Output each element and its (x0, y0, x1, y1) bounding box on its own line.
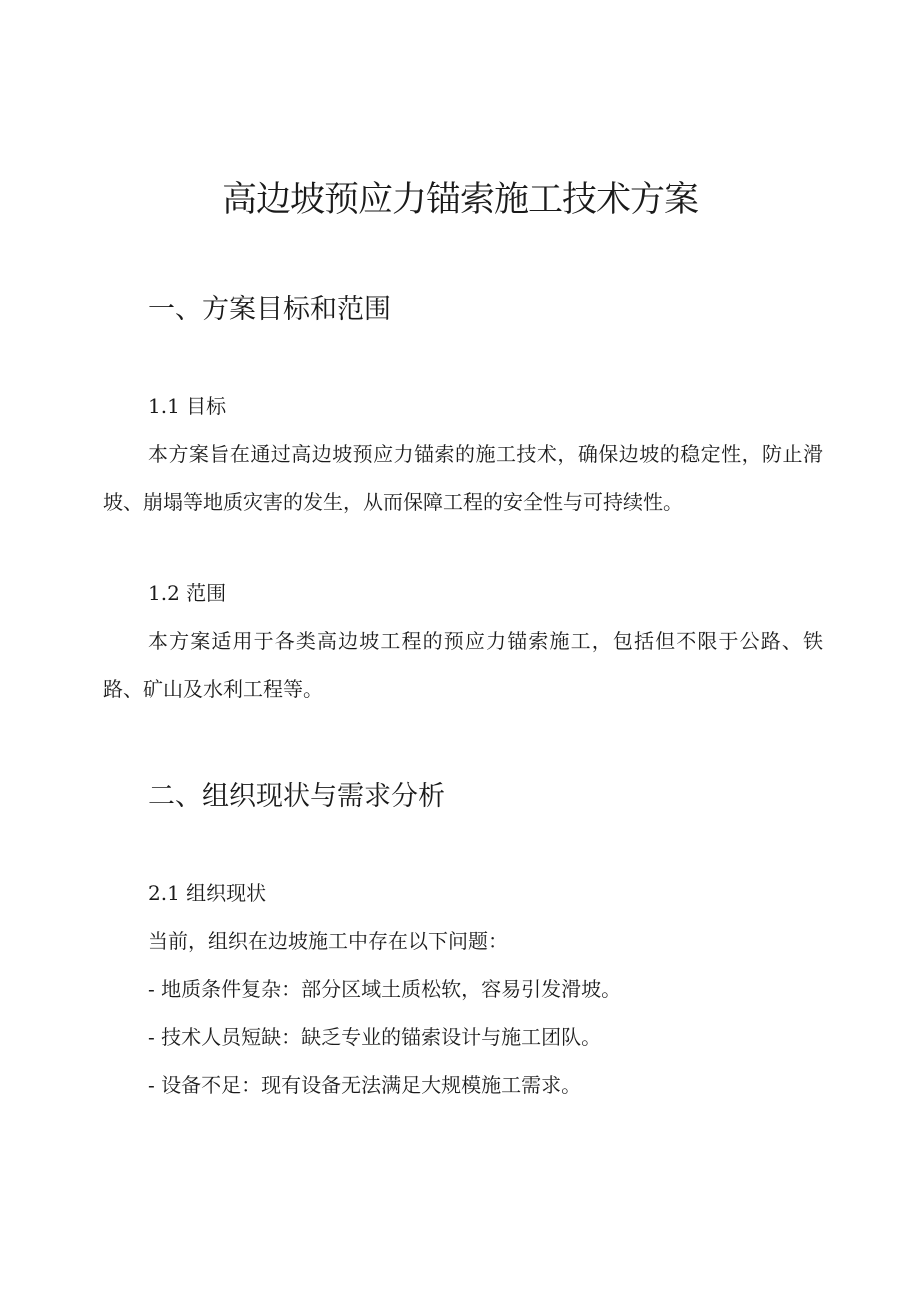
section-heading-1: 一、方案目标和范围 (148, 294, 391, 325)
section-heading-2: 二、组织现状与需求分析 (148, 781, 445, 812)
subsection-heading-1-2: 1.2 范围 (148, 581, 227, 605)
subsection-heading-2-1: 2.1 组织现状 (148, 881, 267, 905)
subsection-heading-1-1: 1.1 目标 (148, 394, 227, 418)
list-item: - 地质条件复杂：部分区域土质松软，容易引发滑坡。 (148, 977, 622, 1001)
paragraph-scope: 本方案适用于各类高边坡工程的预应力锚索施工，包括但不限于公路、铁路、矿山及水利工程等。 (103, 629, 823, 701)
paragraph-status-intro: 当前，组织在边坡施工中存在以下问题： (148, 929, 508, 953)
list-item: - 设备不足：现有设备无法满足大规模施工需求。 (148, 1073, 582, 1097)
document-title: 高边坡预应力锚索施工技术方案 (221, 180, 698, 220)
paragraph-goal: 本方案旨在通过高边坡预应力锚索的施工技术，确保边坡的稳定性，防止滑坡、崩塌等地质灾害的发生，从而保障工程的安全性与可持续性。 (103, 442, 823, 514)
list-item: - 技术人员短缺：缺乏专业的锚索设计与施工团队。 (148, 1025, 602, 1049)
